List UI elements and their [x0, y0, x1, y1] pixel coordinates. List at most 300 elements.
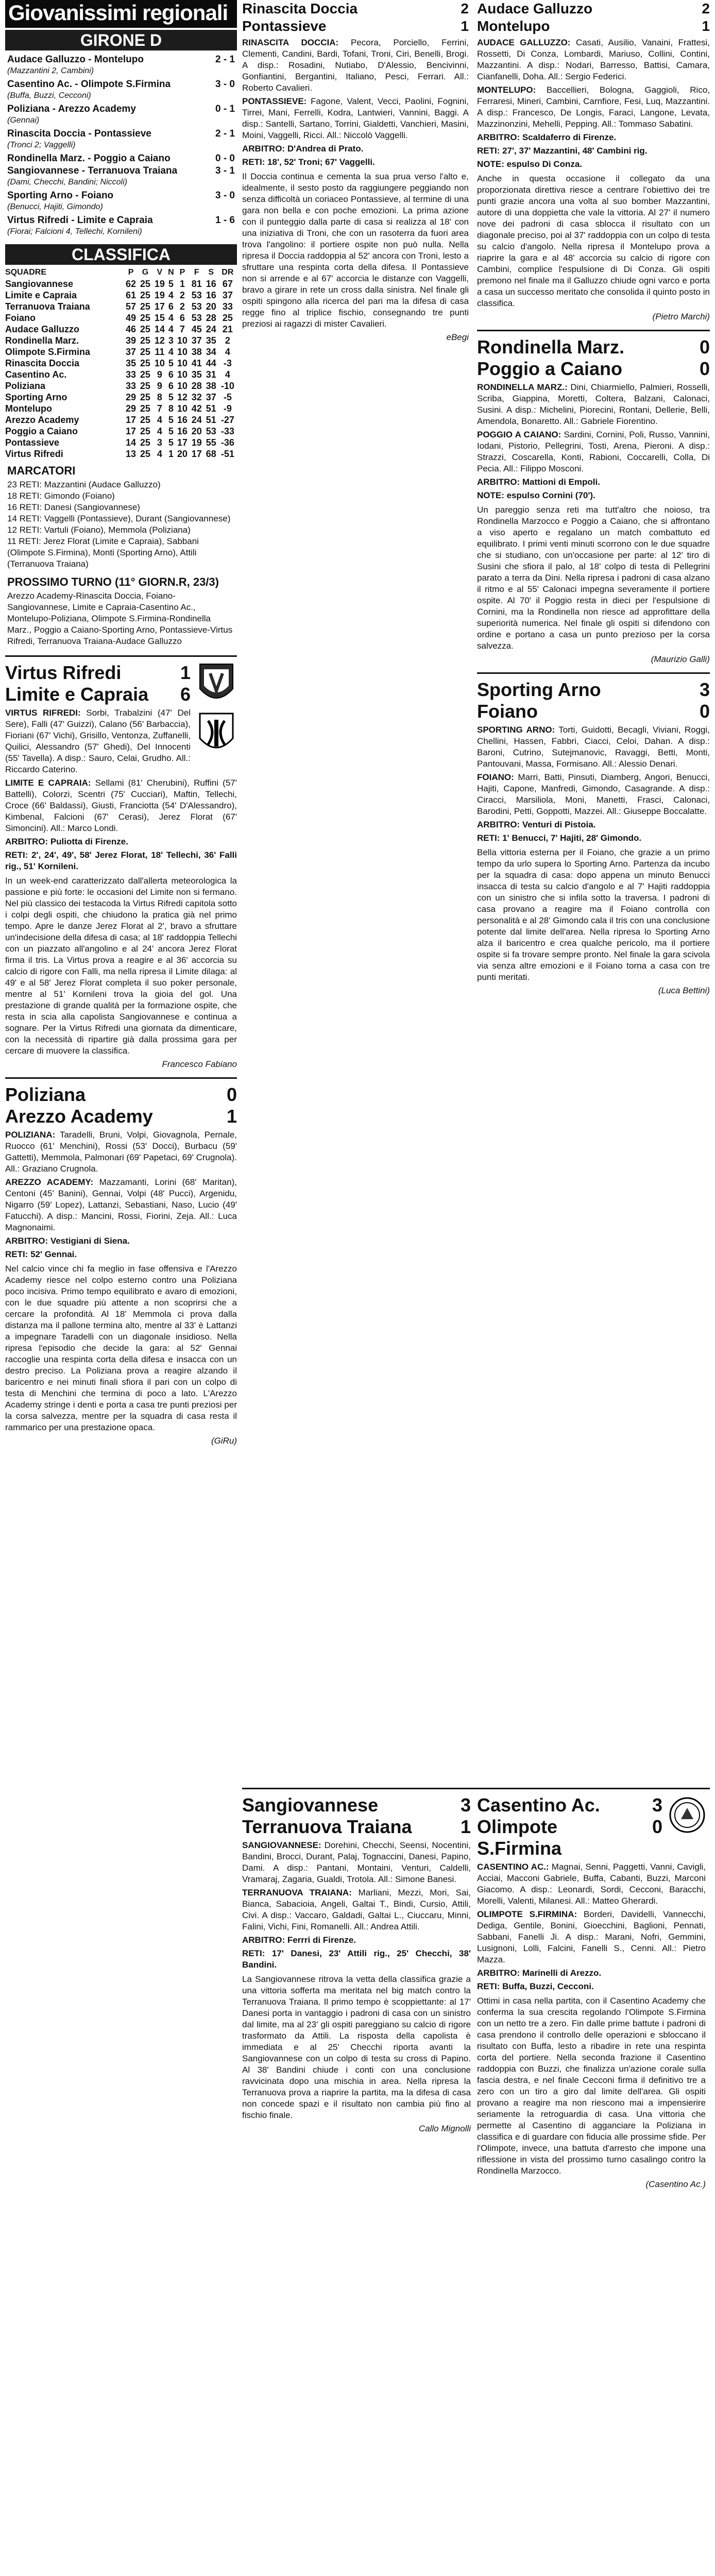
scorer-line: 12 RETI: Vartuli (Foiano), Memmola (Poliziana) [7, 525, 191, 535]
standings-cell: 38 [191, 347, 202, 357]
match-header [5, 1106, 237, 1127]
home-team: Audace Galluzzo [477, 1, 593, 16]
match-header [242, 1794, 471, 1816]
byline: Francesco Fabiano [162, 1059, 237, 1069]
lineup-home: POLIZIANA: Taradelli, Bruni, Volpi, Giovagnola, Pernale, Ruocco (61' Menchini), Rossi (53' Docci), Burbacu (59' Gattetti), Memmola, Palmonari (69' Papetaci, 69' Crugnola). All.: Graziano Crugnola. [5, 1130, 237, 1174]
result-teams: Audace Galluzzo - Montelupo [7, 54, 144, 65]
result-score: 0 - 1 [215, 104, 235, 114]
match-sporting-arno [477, 679, 710, 996]
standings-table [5, 267, 237, 460]
standings-cell: 19 [191, 437, 202, 448]
result-teams: Sporting Arno - Foiano [7, 190, 114, 201]
standings-cell: 6 [168, 369, 174, 380]
column-header: F [194, 268, 199, 277]
referee: ARBITRO: Venturi di Pistoia. [477, 820, 596, 829]
result-scorers: (Mazzantini 2, Cambini) [7, 66, 94, 75]
standings-cell: 53 [191, 313, 202, 323]
standings-cell: 4 [225, 369, 230, 380]
lineup-away: AREZZO ACADEMY: Mazzamanti, Lorini (68' Maritan), Centoni (45' Banini), Gennai, Volpi (48' Pucci), Argenidu, Nigarro (59' Lopez), Lattanzi, Sebastiani, Naso, Lucio (49' Fatucchi). A disp.: Mancini, Rossi, Fiorini, Zeja. All.: Luca Magnonaimi. [5, 1177, 237, 1232]
home-team: Rondinella Marz. [477, 336, 625, 358]
standings-cell: -51 [220, 449, 234, 459]
column-header: P [128, 268, 134, 277]
standings-cell: 8 [168, 403, 174, 414]
result-score: 1 - 6 [215, 215, 235, 226]
result-row [7, 214, 235, 227]
standings-cell: -5 [223, 392, 232, 402]
away-score: 0 [699, 358, 710, 379]
standings-team: Rinascita Doccia [5, 358, 80, 368]
match-casentino [477, 1794, 706, 2190]
goals: RETI: 52' Gennai. [5, 1249, 77, 1259]
standings-cell: 29 [126, 403, 137, 414]
lineup-home: VIRTUS RIFREDI: Sorbi, Trabalzini (47' Del Sere), Falli (47' Guizzi), Calano (56' Barbaccia), Fioriani (67' Vichi), Grisillo, Ventonza, Zuffanelli, Quilici, Alessandro (57' Ghedi), Del Innocenti (55' Tavella). A disp.: Sauro, Celai, Grudho. All.: Riccardo Caterino. [5, 708, 191, 774]
bottom-section [242, 1788, 710, 2576]
home-score: 1 [180, 662, 191, 683]
standings-team: Casentino Ac. [5, 369, 67, 380]
standings-cell: 35 [206, 335, 216, 346]
standings-cell: 12 [154, 335, 165, 346]
byline: (Maurizio Galli) [651, 654, 710, 664]
standings-row [5, 392, 237, 403]
standings-row [5, 278, 237, 290]
standings-row [5, 346, 237, 358]
match-header [242, 0, 469, 18]
lineup-home: RINASCITA DOCCIA: Pecora, Porciello, Ferrini, Clementi, Candini, Bardi, Tofani, Troni, Ciri, Benelli, Brogi. A disp.: Rosadini, Nutiabo, D'Alessio, Bencivinni, Gonfiantini, Bergantini, Italiano, Pesci, Ferrari. All.: Roberto Cavalieri. [242, 38, 469, 93]
standings-cell: 1 [168, 449, 174, 459]
page-title: Giovanissimi regionali [5, 0, 237, 28]
standings-cell: 10 [177, 369, 188, 380]
standings-row [5, 358, 237, 369]
standings-team: Audace Galluzzo [5, 324, 80, 334]
standings-cell: 1 [179, 279, 185, 289]
standings-cell: 33 [126, 381, 137, 391]
lineup-home: SPORTING ARNO: Torti, Guidotti, Becagli, Viviani, Roggi, Chellini, Hassen, Fabbri, Ciacci, Celoi, Dahan. A disp.: Baroni, Cutrino, Sutejmanovic, Ravaggi, Betti, Monti, Pantouvani, Massa, Formisano. All.: Alessio Denari. [477, 725, 710, 769]
home-team: Poliziana [5, 1084, 86, 1105]
away-team: Terranuova Traiana [242, 1816, 412, 1837]
scorers-list [5, 478, 237, 571]
result-row [7, 190, 235, 202]
home-team: Virtus Rifredi [5, 662, 122, 683]
lineup-away: MONTELUPO: Baccellieri, Bologna, Gaggioli, Rico, Ferraresi, Mineri, Cambini, Carnfiore, Fesi, Luq, Mazzantini. A disp.: Francesco, De Longis, Faraci, Langone, Levata, Mazzinonzini, Mehelli, Pepping. All.: Tommaso Sabatini. [477, 85, 710, 129]
result-row [7, 152, 235, 165]
standings-cell: 14 [126, 437, 137, 448]
standings-cell: 25 [140, 426, 150, 436]
standings-cell: 25 [140, 437, 150, 448]
standings-cell: 24 [206, 324, 216, 334]
standings-cell: 51 [206, 415, 216, 425]
referee: ARBITRO: D'Andrea di Prato. [242, 144, 364, 154]
away-score: 1 [702, 18, 710, 34]
casentino-crest-icon [669, 1797, 706, 1834]
referee: ARBITRO: Vestigiani di Siena. [5, 1236, 130, 1246]
standings-cell: 53 [206, 426, 216, 436]
standings-cell: 16 [177, 415, 188, 425]
result-row [7, 54, 235, 66]
standings-cell: 34 [206, 347, 216, 357]
scorer-line: 16 RETI: Danesi (Sangiovannese) [7, 502, 140, 512]
standings-team: Foiano [5, 313, 36, 323]
divider [5, 655, 237, 657]
result-teams: Rondinella Marz. - Poggio a Caiano [7, 153, 171, 164]
away-score: 0 [699, 701, 710, 722]
standings-cell: 4 [157, 449, 162, 459]
standings-cell: 4 [168, 324, 174, 334]
goals: RETI: 18', 52' Troni; 67' Vaggelli. [242, 157, 375, 167]
standings-row [5, 426, 237, 437]
standings-row [5, 301, 237, 312]
bottom-grid [242, 1794, 710, 2196]
standings-cell: 12 [177, 392, 188, 402]
standings-cell: 67 [222, 279, 233, 289]
standings-row [5, 324, 237, 335]
standings-cell: 25 [140, 369, 150, 380]
result-score: 0 - 0 [215, 153, 235, 164]
standings-row [5, 414, 237, 426]
home-score: 2 [461, 1, 469, 16]
lineup-home: AUDACE GALLUZZO: Casati, Ausilio, Vanaini, Frattesi, Rossetti, Di Conza, Lombardi, Mariuso, Collini, Contini, Mazzantini. A disp.: Nodari, Barresso, Battisi, Camara, Cianfanelli, Doha. All.: Sergio Federici. [477, 38, 710, 81]
standings-cell: 38 [206, 381, 216, 391]
limite-e-capraia-crest-icon [198, 711, 235, 757]
standings-cell: 28 [191, 381, 202, 391]
column-header: G [142, 268, 149, 277]
match-header [477, 1816, 662, 1859]
standings-cell: 53 [191, 301, 202, 312]
standings-cell: 4 [157, 426, 162, 436]
referee: ARBITRO: Puliotta di Firenze. [5, 837, 128, 846]
standings-cell: 25 [140, 392, 150, 402]
standings-cell: 37 [206, 392, 216, 402]
standings-cell: 33 [222, 301, 233, 312]
referee: ARBITRO: Marinelli di Arezzo. [477, 1968, 602, 1978]
virtus-rifredi-crest-icon [198, 662, 235, 707]
away-team: Arezzo Academy [5, 1106, 153, 1127]
match-header [477, 336, 710, 358]
standings-cell: 33 [126, 369, 137, 380]
standings-cell: 37 [222, 290, 233, 300]
standings-cell: 49 [126, 313, 137, 323]
standings-cell: 5 [168, 437, 174, 448]
home-score: 0 [226, 1084, 237, 1105]
standings-row [5, 335, 237, 346]
standings-cell: 61 [126, 290, 137, 300]
home-score: 3 [460, 1794, 471, 1816]
result-row [7, 103, 235, 115]
result-score: 3 - 1 [215, 165, 235, 176]
standings-row [5, 369, 237, 380]
match-header [477, 701, 710, 722]
byline: (Luca Bettini) [658, 986, 710, 995]
standings-cell: 4 [168, 290, 174, 300]
standings-cell: 35 [191, 369, 202, 380]
standings-cell: 16 [206, 290, 216, 300]
standings-row [5, 380, 237, 392]
away-score: 1 [460, 1816, 471, 1837]
standings-cell: 25 [140, 381, 150, 391]
standings-row [5, 403, 237, 414]
goals: RETI: Buffa, Buzzi, Cecconi. [477, 1981, 594, 1991]
column-header: N [168, 268, 174, 277]
standings-cell: 13 [126, 449, 137, 459]
standings-cell: 17 [191, 449, 202, 459]
standings-team: Limite e Capraia [5, 290, 77, 300]
standings-cell: 25 [222, 313, 233, 323]
standings-cell: 19 [154, 279, 165, 289]
standings-team: Terranuova Traiana [5, 301, 90, 312]
away-team: Limite e Capraia [5, 684, 149, 705]
result-score: 3 - 0 [215, 79, 235, 90]
column-header: V [157, 268, 163, 277]
standings-title: CLASSIFICA [5, 244, 237, 265]
standings-row [5, 448, 237, 460]
standings-cell: 81 [191, 279, 202, 289]
scorer-line: 23 RETI: Mazzantini (Audace Galluzzo) [7, 480, 161, 489]
match-rinascita-doccia [242, 0, 469, 343]
scorer-line: 14 RETI: Vaggelli (Pontassieve), Durant (Sangiovannese) [7, 514, 231, 523]
match-header [477, 358, 710, 380]
result-teams: Poliziana - Arezzo Academy [7, 104, 136, 114]
standings-cell: 4 [168, 313, 174, 323]
standings-team: Rondinella Marz. [5, 335, 79, 346]
standings-cell: 14 [154, 324, 165, 334]
standings-team: Pontassieve [5, 437, 60, 448]
result-score: 3 - 0 [215, 190, 235, 201]
lineup-home: CASENTINO AC.: Magnai, Senni, Paggetti, Vanni, Cavigli, Acciai, Macconi Gabriele, Buffa, Cabanti, Buzzi, Marconi Giacomo. A disp.: Leonardi, Sordi, Cecconi, Baracchi, Morelli, Valenti, Milanesi. All.: Matteo Gherardi. [477, 1862, 706, 1906]
byline: eBegi [446, 332, 469, 342]
standings-cell: -3 [223, 358, 232, 368]
standings-cell: 20 [191, 426, 202, 436]
standings-cell: 10 [177, 358, 188, 368]
standings-cell: 28 [206, 313, 216, 323]
standings-cell: 25 [140, 324, 150, 334]
standings-cell: 55 [206, 437, 216, 448]
result-teams: Virtus Rifredi - Limite e Capraia [7, 215, 153, 226]
standings-team: Sporting Arno [5, 392, 67, 402]
lineup-away: LIMITE E CAPRAIA: Sellami (81' Cherubini), Ruffini (57' Battelli), Colorzi, Scentri (75' Cucciari), Maftin, Tellechi, Croce (66' Baldassi), Giusti, Franciotta (54' D'Alessandro), Kimbenal, Falcioni (67' Cerasi), Jerez Florat (67' Simoncini). All.: Marco Londi. [5, 778, 237, 833]
standings-cell: 19 [154, 290, 165, 300]
standings-cell: 25 [140, 415, 150, 425]
match-header [477, 1794, 662, 1816]
standings-cell: 10 [154, 358, 165, 368]
standings-cell: 10 [177, 381, 188, 391]
standings-cell: -27 [220, 415, 234, 425]
scorer-line: 11 RETI: Jerez Florat (Limite e Capraia), Sabbani (Olimpote S.Firmina), Monti (Sporting Arno), Attili (Terranuova Traiana) [7, 536, 199, 569]
article-body: La Sangiovannese ritrova la vetta della classifica grazie a una vittoria sofferta ma meritata nel big match contro la Terranuova Traiana. Il primo tempo è scoppiettante: al 17' Danesi porta in vantaggio i padroni di casa con un sinistro dal limite, ma al 23' gli ospiti pareggiano su calcio di rigore trasformato da Attili. La risposta della capolista è immediata e al 25' Checchi riporta avanti la Sangiovannese con un colpo di testa su cross di Papino. Al 38' Bandini chiude i conti con una conclusione ravvicinata dopo una mischia in area. Nella ripresa la Terranuova prova a riaprire la partita, ma la difesa di casa non concede spazi e il risultato non cambia più fino al fischio finale. [242, 1974, 471, 2120]
away-score: 1 [461, 18, 469, 34]
article-body: Bella vittoria esterna per il Foiano, che grazie a un primo tempo da urlo supera lo Sporting Arno. Partenza da incubo per la squadra di casa: dopo appena un minuto Benucci insacca di testa su calcio d'angolo e al 7' Hajiti raddoppia con un sinistro che si infila sotto la traversa. I padroni di casa provano a reagire ma il Foiano controlla con personalità e al 28' Gimondo cala il tris con una conclusione potente dal limite dell'area. Nella ripresa lo Sporting Arno alza il baricentro e crea qualche pericolo, ma il portiere ospite si fa trovare sempre pronto. Nel finale la gara scivola via senza altre emozioni e il Foiano torna a casa con tre punti meritati. [477, 848, 710, 982]
home-score: 3 [699, 679, 710, 700]
article-body: Ottimi in casa nella partita, con il Casentino Academy che conferma la sua crescita regolando l'Olimpote S.Firmina con un netto tre a zero. Fin dalle prime battute i padroni di casa prendono il controllo delle operazioni e sbloccano il risultato con Buffa, lesto a ribadire in rete una respinta corta del portiere. Nella seconda frazione il Casentino raddoppia con Buzzi, che finalizza un'azione corale sulla fascia destra, e nel finale Cecconi firma il definitivo tre a zero con un tiro a giro dal limite dell'area. Gli ospiti provano a reagire ma non riescono mai a impensierire seriamente la retroguardia di casa. Una vittoria che permette al Casentino di agganciare la Poliziana in classifica e di guardare con fiducia alle prossime sfide. Per l'Olimpote, invece, una battuta d'arresto che impone una riflessione in vista del prossimo turno casalingo contro la Rondinella Marzocco. [477, 1996, 706, 2176]
standings-cell: 7 [179, 324, 185, 334]
result-score: 2 - 1 [215, 54, 235, 65]
standings-cell: 25 [140, 301, 150, 312]
standings-cell: 57 [126, 301, 137, 312]
note: NOTE: espulso Di Conza. [477, 159, 583, 169]
match-header [242, 1816, 471, 1838]
byline: (GiRu) [211, 1436, 237, 1446]
standings-cell: 10 [177, 403, 188, 414]
standings-row [5, 290, 237, 301]
result-teams: Casentino Ac. - Olimpote S.Firmina [7, 79, 171, 90]
away-score: 6 [180, 684, 191, 705]
referee: ARBITRO: Scaldaferro di Firenze. [477, 132, 617, 142]
standings-cell: 29 [126, 392, 137, 402]
standings-team: Sangiovannese [5, 279, 74, 289]
goals: RETI: 17' Danesi, 23' Attili rig., 25' Checchi, 38' Bandini. [242, 1948, 471, 1970]
byline: (Pietro Marchi) [652, 312, 710, 321]
column-header: P [179, 268, 185, 277]
standings-cell: 39 [126, 335, 137, 346]
standings-cell: 25 [140, 358, 150, 368]
standings-cell: 24 [191, 415, 202, 425]
result-row [7, 165, 235, 177]
article-body: In un week-end caratterizzato dall'allerta meteorologica la passione e più forte: le occasioni del Limite non si fermano. Nel più classico dei testacoda la Virtus Rifredi capitola sotto i colpi degli ospiti, che chiudono la pratica già nel primo tempo. Apre le danze Jerez Florat al 2', bravo a sfruttare un'indecisione della difesa di casa; al 18' raddoppia Tellechi con un piazzato all'angolino e al 24' ancora Jerez Florat firma il tris. La Virtus prova a reagire e al 36' accorcia su calcio di rigore con Falli, ma nella ripresa il Limite dilaga: al 49' e al 58' Jerez Florat completa il suo poker personale, mentre al 51' Kornileni trova la gioia del gol. Una prestazione di grande qualità per la formazione ospite, che resta in scia alla capolista Sangiovannese e continua a sognare. Per la Virtus Rifredi una giornata da dimenticare, con la necessità di ripartire già dalla prossima gara per cercare di muovere la classifica. [5, 876, 237, 1056]
home-team: Sangiovannese [242, 1794, 379, 1816]
lineup-home: RONDINELLA MARZ.: Dini, Chiarmiello, Palmieri, Rosselli, Scriba, Giappina, Moretti, Coltera, Balzani, Calonaci, Susini. A disp.: Michelini, Piorecini, Rontani, Dellerie, Belli, Amendola, Bonaretto. All.: Gabriele Fiorentino. [477, 382, 710, 426]
standings-cell: -33 [220, 426, 234, 436]
match-header [5, 1084, 237, 1106]
standings-cell: 5 [168, 415, 174, 425]
next-round-text: Arezzo Academy-Rinascita Doccia, Foiano-Sangiovannese, Limite e Capraia-Casentino Ac., Montelupo-Poliziana, Olimpote S.Firmina-Rondinella Marz., Poggio a Caiano-Sporting Arno, Pontassieve-Virtus Rifredi, Terranuova Traiana-Audace Galluzzo [7, 591, 233, 646]
result-teams: Sangiovannese - Terranuova Traiana [7, 165, 178, 176]
scorer-line: 18 RETI: Gimondo (Foiano) [7, 491, 115, 501]
match-header [242, 18, 469, 35]
standings-cell: 25 [140, 279, 150, 289]
result-teams: Rinascita Doccia - Pontassieve [7, 128, 151, 139]
standings-cell: 17 [126, 415, 137, 425]
standings-cell: 8 [157, 392, 162, 402]
standings-cell: 11 [155, 347, 165, 357]
standings-cell: 15 [154, 313, 165, 323]
standings-cell: 25 [140, 347, 150, 357]
standings-cell: 62 [126, 279, 137, 289]
home-team: Casentino Ac. [477, 1794, 600, 1816]
standings-cell: 5 [168, 358, 174, 368]
divider [477, 330, 710, 331]
result-scorers: (Fiorai; Falcioni 4, Tellechi, Kornileni) [7, 227, 142, 236]
results-list [5, 50, 237, 242]
standings-cell: 21 [222, 324, 233, 334]
away-team: Foiano [477, 701, 538, 722]
match-poliziana [5, 1084, 237, 1447]
standings-cell: 6 [179, 313, 185, 323]
result-row [7, 128, 235, 140]
referee: ARBITRO: Ferrri di Firenze. [242, 1935, 356, 1945]
standings-cell: 44 [206, 358, 216, 368]
standings-cell: 25 [140, 313, 150, 323]
result-scorers: (Buffa, Buzzi, Cecconi) [7, 91, 91, 100]
standings-cell: 3 [157, 437, 162, 448]
scorers-title: MARCATORI [7, 464, 76, 477]
match-rondinella [477, 336, 710, 665]
goals: RETI: 2', 24', 49', 58' Jerez Florat, 18' Tellechi, 36' Falli rig., 51' Kornileni. [5, 850, 237, 871]
standings-cell: 9 [157, 381, 162, 391]
home-score: 2 [702, 1, 710, 16]
away-team: Montelupo [477, 18, 550, 34]
standings-cell: 7 [157, 403, 162, 414]
standings-cell: 32 [191, 392, 202, 402]
away-team: Olimpote S.Firmina [477, 1816, 562, 1859]
divider [242, 1788, 710, 1789]
away-team: Poggio a Caiano [477, 358, 623, 379]
lineup-away: OLIMPOTE S.FIRMINA: Borderi, Davidelli, Vannecchi, Dediga, Gentile, Bonini, Gioecchini, Baglioni, Pennati, Sabbani, Fanelli Ji. A disp.: Marani, Nofri, Gemmini, Lusignoni, Lolli, Falcini, Fanelli S., Cenni. All.: Pietro Mazza. [477, 1909, 706, 1964]
match-header [477, 679, 710, 701]
article-body: Nel calcio vince chi fa meglio in fase offensiva e l'Arezzo Academy riesce nel colpo esterno contro una Poliziana poco incisiva. Primo tempo equilibrato e avaro di emozioni, con le due squadre più attente a non scoprirsi che a cercare la profondità. Al 18' Memmola ci prova dalla distanza ma il pallone termina alto, mentre al 33' è Lattanzi a impegnare Taradelli con un diagonale insidioso. Nella ripresa l'episodio che decide la gara: al 52' Gennai raccoglie una respinta corta della difesa e insacca con un destro preciso. La Poliziana prova a reagire alzando il baricentro e nei minuti finali sfiora il pari con un colpo di testa di Menchini che termina di poco a lato. L'Arezzo Academy stringe i denti e porta a casa tre punti preziosi per la corsa salvezza, mentre per la squadra di casa resta il rammarico per una prestazione opaca. [5, 1264, 237, 1432]
match-sangiovannese [242, 1794, 471, 2134]
standings-header-row [5, 267, 237, 278]
standings-cell: 35 [126, 358, 137, 368]
lineup-away: POGGIO A CAIANO: Sardini, Cornini, Poli, Russo, Vannini, Iodani, Pistorio, Pellegrini, Tosti, Arena, Pieroni. A disp.: Strazzi, Coscarella, Konti, Rabioni, Coccarelli, Colla, Di Pecia. All.: Filippo Mosconi. [477, 430, 710, 473]
next-round-title: PROSSIMO TURNO (11° GIORN.R, 23/3) [7, 575, 219, 588]
byline: Callo Mignolli [418, 2124, 471, 2133]
standings-cell: 2 [179, 301, 185, 312]
result-scorers: (Tronci 2; Vaggelli) [7, 141, 76, 149]
left-column [5, 0, 237, 2576]
standings-team: Poggio a Caiano [5, 426, 78, 436]
column-header: DR [222, 268, 234, 277]
home-score: 0 [699, 336, 710, 358]
standings-cell: 42 [191, 403, 202, 414]
goals: RETI: 1' Benucci, 7' Hajiti, 28' Gimondo. [477, 833, 642, 843]
divider [5, 1077, 237, 1079]
standings-cell: 31 [206, 369, 216, 380]
article-body: Il Doccia continua e cementa la sua prua verso l'alto e, idealmente, il sesto posto da raggiungere peggiando non senza difficoltà un coriaceo Pontassieve, al termine di una gara non bella e con poche emozioni. La prima azione con il punteggio dalla parte di casa si realizza al 18' con una iniziativa di Troni, che con un rasoterra da fuori area trova l'angolino: il portiere ospite non può nulla. Nella ripresa il Doccia raddoppia al 52' ancora con Troni, lesto a sfruttare una respinta corta della difesa. Il Pontassieve non si arrende e al 67' accorcia le distanze con Vaggelli, bravo a girare in rete un cross dalla sinistra. Nel finale gli ospiti spingono alla ricerca del pari ma la difesa di casa regge fino al triplice fischio, consegnando tre punti preziosi ai ragazzi di mister Cavalieri. [242, 172, 469, 329]
standings-cell: 17 [126, 426, 137, 436]
standings-cell: 10 [177, 335, 188, 346]
home-team: Sporting Arno [477, 679, 601, 700]
match-header [477, 0, 710, 18]
match-header [477, 18, 710, 35]
standings-cell: 6 [168, 301, 174, 312]
standings-cell: 20 [206, 301, 216, 312]
standings-cell: 16 [177, 426, 188, 436]
standings-team: Olimpote S.Firmina [5, 347, 91, 357]
standings-cell: 3 [168, 335, 174, 346]
result-scorers: (Gennai) [7, 116, 40, 125]
standings-team: Montelupo [5, 403, 52, 414]
standings-team: Virtus Rifredi [5, 449, 63, 459]
home-score: 3 [652, 1794, 662, 1816]
standings-cell: 17 [177, 437, 188, 448]
note: NOTE: espulso Cornini (70'). [477, 490, 595, 500]
away-score: 0 [652, 1816, 662, 1837]
standings-cell: 46 [126, 324, 137, 334]
standings-cell: 5 [168, 279, 174, 289]
standings-body [5, 278, 237, 460]
group-title: GIRONE D [5, 30, 237, 50]
match-header-wrap [477, 1794, 706, 1859]
standings-cell: 6 [168, 381, 174, 391]
lineup-home: SANGIOVANNESE: Dorehini, Checchi, Seensi, Nocentini, Bandini, Brocci, Durant, Palaj, Tognaccini, Danesi, Papino, Dami. A disp.: Pantani, Montaini, Venturi, Caldelli, Vramaraj, Zagaria, Gualdi, Trotola. All.: Simone Banesi. [242, 1840, 471, 1884]
standings-cell: 53 [191, 290, 202, 300]
standings-cell: -10 [220, 381, 234, 391]
standings-cell: 25 [140, 335, 150, 346]
result-scorers: (Benucci, Hajiti, Gimondo) [7, 202, 103, 211]
match-audace-galluzzo [477, 0, 710, 323]
standings-cell: -9 [223, 403, 232, 414]
standings-cell: 10 [177, 347, 188, 357]
standings-cell: 25 [140, 290, 150, 300]
standings-cell: 37 [126, 347, 137, 357]
standings-cell: 16 [206, 279, 216, 289]
result-score: 2 - 1 [215, 128, 235, 139]
standings-cell: 51 [206, 403, 216, 414]
standings-cell: 37 [191, 335, 202, 346]
middle-column [242, 0, 469, 1783]
standings-cell: 4 [225, 347, 230, 357]
goals: RETI: 27', 37' Mazzantini, 48' Cambini rig. [477, 146, 648, 156]
standings-cell: 25 [140, 449, 150, 459]
standings-row [5, 437, 237, 448]
